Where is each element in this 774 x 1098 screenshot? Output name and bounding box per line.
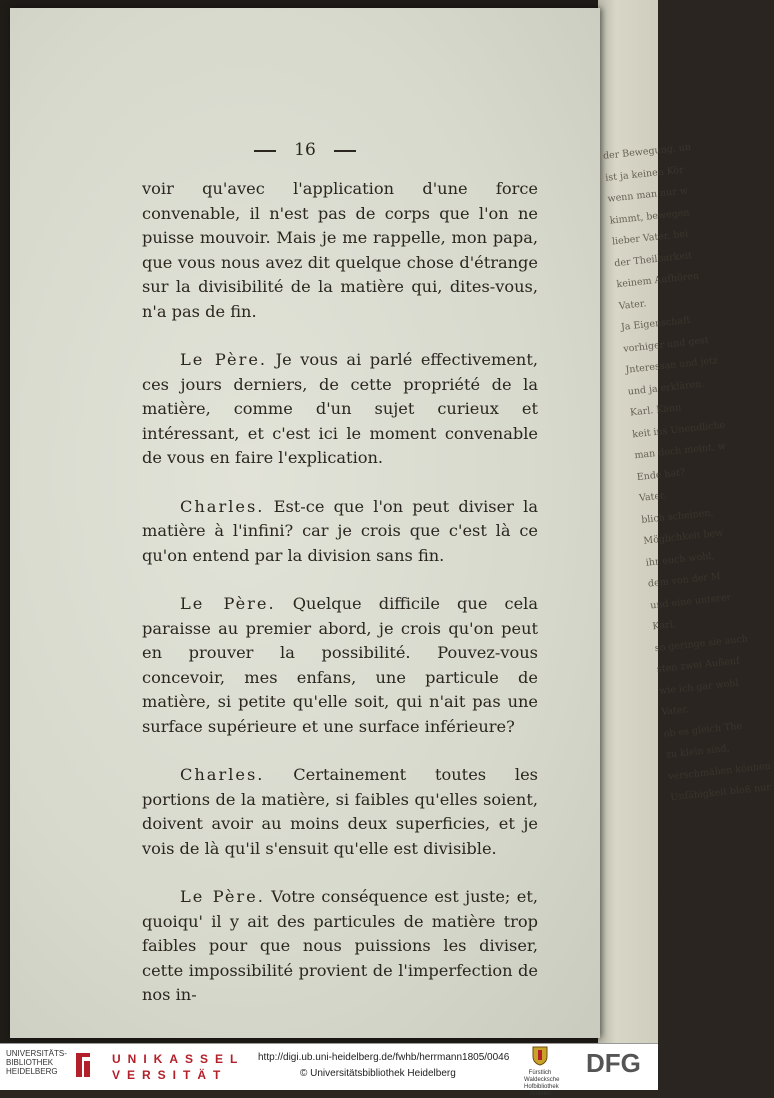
speaker-name: Charles. [180,765,265,784]
arolsen-crest-icon [532,1046,548,1066]
copyright-notice: © Universitätsbibliothek Heidelberg [300,1068,456,1079]
bleed-through-text: der Bewegung, un ist ja keinen Kör wenn man nur w kimmt, bewegen lieber Vater, bei der Theilbarkeit keinem Aufhören Vater. Ja Eigenschaft vorhiger und gest Jnteressan und jetz und ja erklären. Karl. Kann keit ins Unendliche man doch meint, w Ende hat? Vater. blich scheinen, Möglichkeit bew ihr euch wohl, dem von der M und eine unterer Karl. so geringe sie auch sten zwei Außenf wie ich gar wohl Vater. ob es gleich The zu klein sind, verschmähen können Unfähigkeit bloß nur [602,141,772,804]
paragraph [142,177,538,324]
paragraph [142,592,538,739]
paragraph [142,348,538,471]
speaker-name: Le Père. [180,594,276,613]
uni-kassel-logo[interactable] [112,1051,244,1083]
kassel-line-1: UNIKASSEL [112,1052,245,1066]
dfg-logo[interactable]: DFG [586,1048,641,1078]
digitization-footer [0,1043,658,1097]
arolsen-library-logo[interactable] [524,1046,560,1098]
paragraph [142,495,538,569]
heidelberg-logo-text: UNIVERSITÄTS- BIBLIOTHEK HEIDELBERG [6,1049,67,1076]
header-dash-left [254,150,276,152]
paragraph-text: Quelque difficile que cela paraisse au premier abord, je crois qu'on peut en prouver la possibilité. Pouvez-vous concevoir, mes enfans, une particule de matière, si petite qu'elle soit, qui n'ait pas une surface supérieure et une surface inférieure? [142,594,538,736]
paragraph [142,763,538,861]
paragraph [142,885,538,1008]
page-header [10,140,600,160]
page-body [142,177,538,1032]
speaker-name: Le Père. [180,350,268,369]
kassel-line-2: VERSITÄT [112,1068,228,1082]
paragraph-text: Votre conséquence est juste; et, quoiqu' il y ait des particules de matière trop faibles pour que nous puissions les diviser, cette impossibilité provient de l'imperfection de nos in- [142,887,538,1004]
header-dash-right [334,150,356,152]
paragraph-text: Est-ce que l'on peut diviser la matière à l'infini? car je crois que c'est là ce qu'on entend par la division sans fin. [142,496,538,565]
arolsen-text: Fürstlich Waldecksche Hofbibliothek Arolsen [524,1070,560,1097]
paragraph-text: voir qu'avec l'application d'une force convenable, il n'est pas de corps que l'on ne puisse mouvoir. Mais je me rappelle, mon papa, que vous nous avez dit quelque chose d'étrange sur la divisibilité de la matière qui, dites-vous, n'a pas de fin. [142,179,538,321]
speaker-name: Charles. [180,496,265,516]
permalink-url[interactable]: http://digi.ub.uni-heidelberg.de/fwhb/herrmann1805/0046 [258,1052,510,1063]
heidelberg-library-logo[interactable] [6,1049,67,1076]
heidelberg-emblem-icon [74,1051,92,1079]
page-number: 16 [294,140,316,160]
speaker-name: Le Père. [180,887,265,906]
paragraph-text: Certainement toutes les portions de la matière, si faibles qu'elles soient, doivent avoir au moins deux superficies, et je vois de là qu'il s'ensuit qu'elle est divisible. [142,765,538,858]
book-page [10,8,772,1038]
paragraph-text: Je vous ai parlé effectivement, ces jours derniers, de cette propriété de la matière, comme d'un sujet curieux et intéressant, et c'est ici le moment convenable de vous en faire l'explication. [142,350,538,467]
